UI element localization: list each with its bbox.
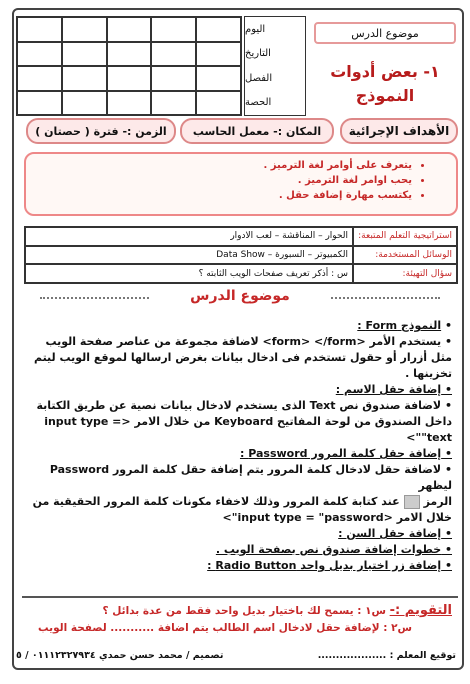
evaluation-separator [22,596,458,598]
teacher-signature: توقيع المعلم : ................... [317,650,456,661]
name-field-desc: • لاضافة صندوق نص Text الذى يستخدم لادخال بيانات نصية عن طريق الكتابة داخل الصندوق من لوحة المفاتيح Keyboard من خلال الامر <input type = "text"> [22,398,452,446]
textbox-steps: • خطوات إضافة صندوق نص بصفحة الويب . [22,542,452,558]
goals-box [24,152,458,216]
footer [16,650,456,661]
password-heading: • إضافة حقل كلمة المرور Password : [22,446,452,462]
evaluation-section [22,602,452,637]
tools-value: الكمبيوتر – السبورة – Data Show [25,246,353,265]
strategy-value: الحوار – المناقشة – لعب الادوار [25,227,353,246]
goal-item: • يكتسب مهارة إضافة حقل . [26,190,412,201]
symbol-label: الرمز [423,495,452,508]
goal-item: • يتعرف على أوامر لغة الترميز . [26,160,412,171]
topic-heading: موضوع الدرس [150,288,330,310]
tools-label: الوسائل المستخدمة: [353,246,457,265]
date-label: التاريخ [245,48,271,60]
lesson-title: ١- بعض أدوات النموذج [330,62,440,105]
name-field-heading: • إضافة حقل الاسم : [22,382,452,398]
strategy-table [24,226,458,284]
strategy-label: استراتيجية التعلم المتبعة: [353,227,457,246]
goal-item: • يحب اوامر لغة الترميز . [26,175,412,186]
lesson-content [22,318,452,574]
password-desc: • لاضافة حقل لادخال كلمة المرور يتم إضافة حقل كلمة المرور Password ليظهر [22,462,452,494]
age-heading: • إضافة حقل السن : [22,526,452,542]
warmup-label: سؤال التهيئة: [353,264,457,283]
question-2: س٢ : لإضافة حقل لادخال اسم الطالب يتم اضافة ........... لصفحة الويب [38,622,412,634]
evaluation-label: التقويم :- [389,603,452,618]
form-heading: النموذج Form : [357,319,442,332]
password-symbol-icon [404,495,420,509]
day-label: اليوم [245,23,266,35]
procedural-goals-label: الأهداف الإجرائية [340,118,458,144]
place-label: المكان :- معمل الحاسب [180,118,334,144]
topic-label: موضوع الدرس [314,22,456,44]
question-1: س١ : يسمح لك باختيار بديل واحد فقط من عدة بدائل ؟ [102,605,386,617]
schedule-labels [244,16,306,116]
warmup-value: س : أذكر تعريف صفحات الويب الثابته ؟ [25,264,353,283]
schedule-grid [16,16,242,116]
period-label: الحصة [245,97,272,109]
radio-heading: • إضافة زر اختيار بديل واحد Radio Button : [22,558,452,574]
designer-credit: تصميم / محمد حسن حمدي ٠١١١٢٣٢٧٩٣٤ / ٥ [16,650,224,661]
time-label: الزمن :- فترة ( حصتان ) [26,118,176,144]
form-desc: • يستخدم الأمر <form> </form> لاضافة مجموعة من عناصر صفحة الويب مثل أزرار أو حقول تستخدم فى ادخال بيانات بغرض ارسالها لموقع الويب ليتم تخزينها . [22,334,452,382]
class-label: الفصل [245,72,273,84]
password-desc-2: عند كتابة كلمة المرور وذلك لاخفاء مكونات كلمة المرور الحقيقية من خلال الامر <input type = "password"> [32,495,452,524]
